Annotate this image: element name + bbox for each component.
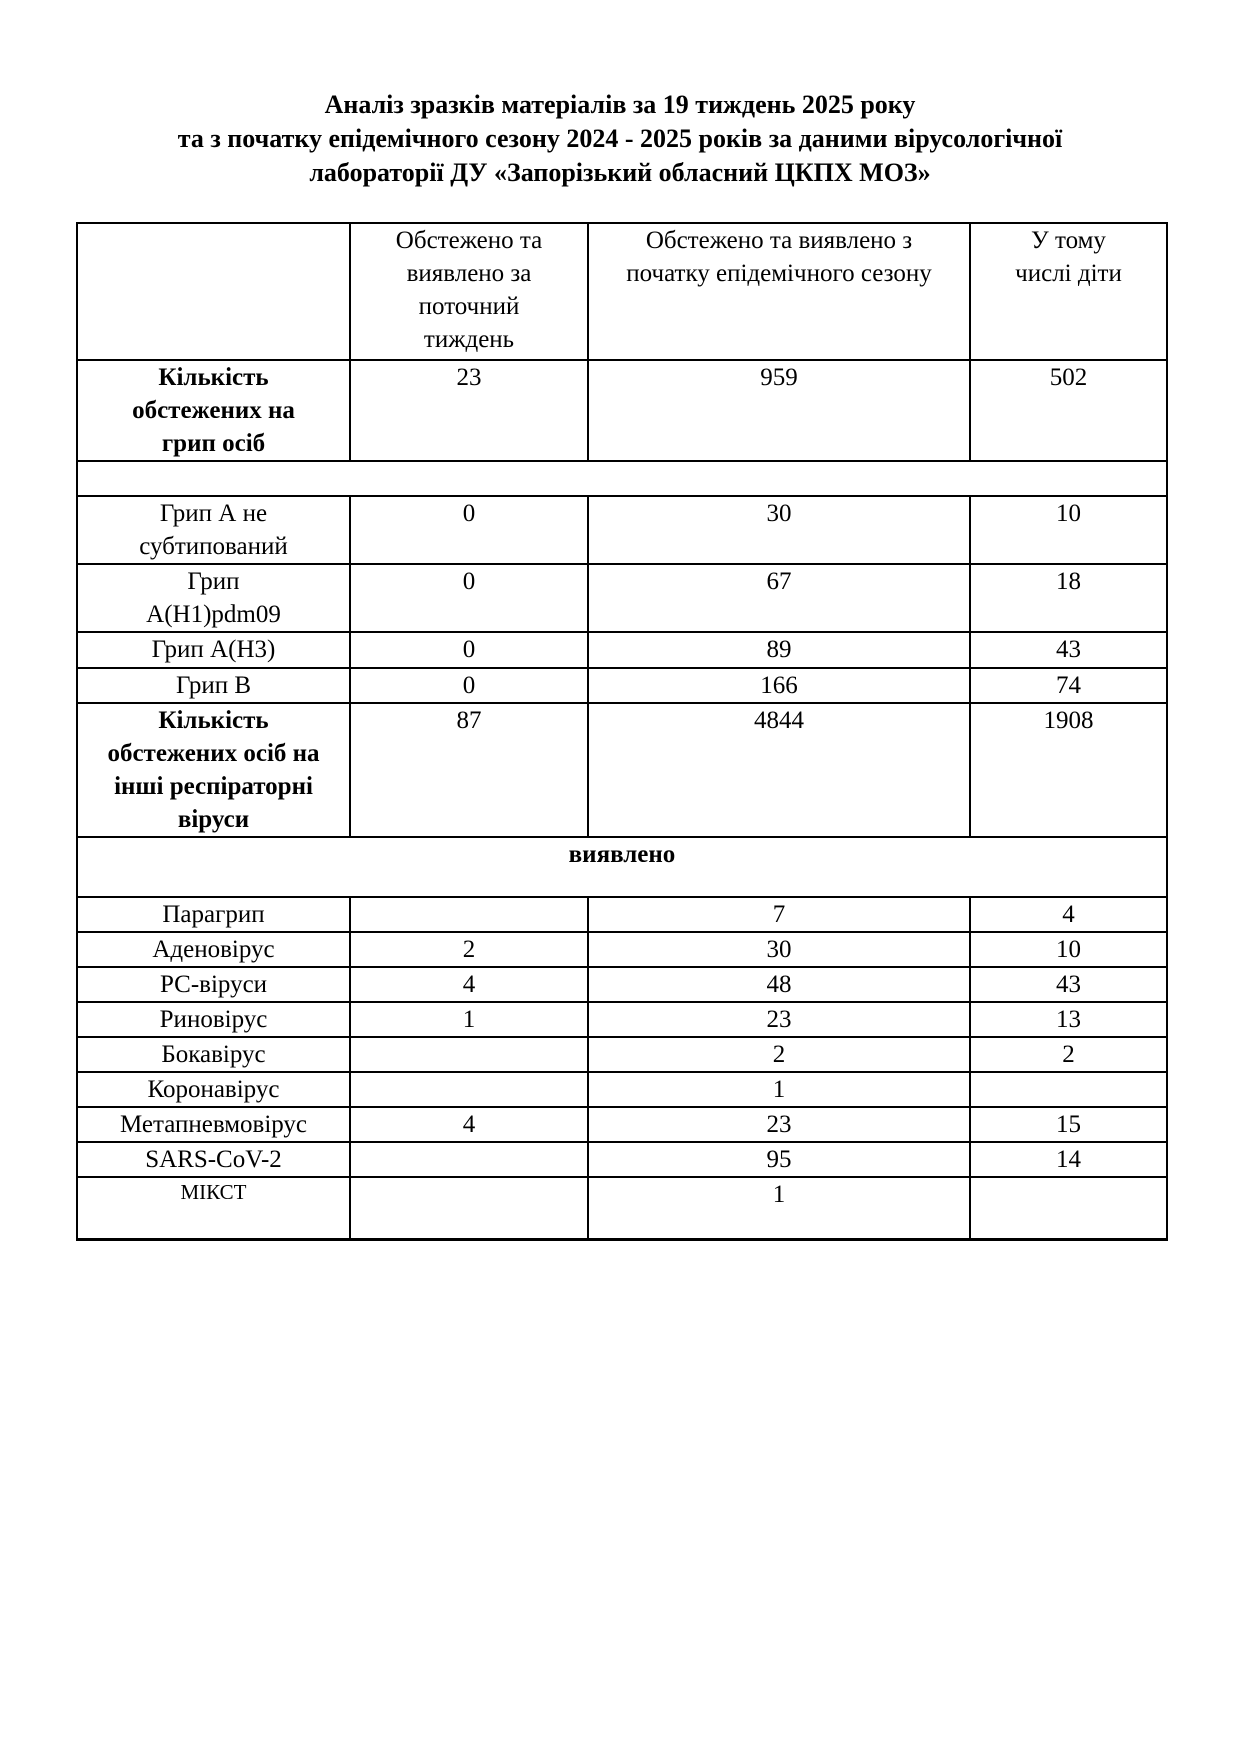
season-value: 30 [588, 496, 970, 564]
season-value: 959 [588, 360, 970, 461]
children-value: 502 [970, 360, 1167, 461]
row-label: Грип А(Н3) [77, 632, 350, 668]
row-label: Грип А(Н1)pdm09 [77, 564, 350, 632]
week-value: 4 [350, 1107, 588, 1142]
row-label: Риновірус [77, 1002, 350, 1037]
children-value: 18 [970, 564, 1167, 632]
season-value: 23 [588, 1107, 970, 1142]
header-season: Обстежено та виявлено з початку епідемічного сезону [588, 223, 970, 360]
season-value: 23 [588, 1002, 970, 1037]
children-value: 13 [970, 1002, 1167, 1037]
season-value: 4844 [588, 703, 970, 837]
week-value [350, 1072, 588, 1107]
season-value: 67 [588, 564, 970, 632]
header-empty-cell [77, 223, 350, 360]
row-label: Грип В [77, 668, 350, 703]
table-row [77, 932, 1167, 967]
row-label: Метапневмовірус [77, 1107, 350, 1142]
row-label: Аденовірус [77, 932, 350, 967]
section-row [77, 837, 1167, 897]
children-value [970, 1072, 1167, 1107]
row-label: Парагрип [77, 897, 350, 932]
season-value: 1 [588, 1072, 970, 1107]
document-title [0, 88, 1240, 190]
title-line-1: Аналіз зразків матеріалів за 19 тиждень 2025 року [324, 90, 916, 119]
table-row [77, 564, 1167, 632]
season-value: 166 [588, 668, 970, 703]
season-value: 2 [588, 1037, 970, 1072]
week-value: 0 [350, 564, 588, 632]
virology-report-table [76, 222, 1168, 1241]
section-label-detected: виявлено [77, 837, 1167, 897]
row-label: Бокавірус [77, 1037, 350, 1072]
children-value: 74 [970, 668, 1167, 703]
children-value: 4 [970, 897, 1167, 932]
row-label: SARS-CoV-2 [77, 1142, 350, 1177]
week-value [350, 1142, 588, 1177]
season-value: 30 [588, 932, 970, 967]
table-row [77, 1107, 1167, 1142]
week-value: 23 [350, 360, 588, 461]
table-row [77, 1142, 1167, 1177]
table-row [77, 1177, 1167, 1239]
children-value [970, 1177, 1167, 1239]
resp-total-row [77, 703, 1167, 837]
table-row [77, 1072, 1167, 1107]
title-line-3: лабораторії ДУ «Запорізький обласний ЦКПХ МОЗ» [309, 158, 931, 187]
week-value: 0 [350, 668, 588, 703]
row-label: Грип А не субтипований [77, 496, 350, 564]
row-label: РС-віруси [77, 967, 350, 1002]
table-row [77, 668, 1167, 703]
week-value: 2 [350, 932, 588, 967]
season-value: 48 [588, 967, 970, 1002]
table-row [77, 897, 1167, 932]
week-value [350, 1177, 588, 1239]
children-value: 10 [970, 496, 1167, 564]
children-value: 2 [970, 1037, 1167, 1072]
row-label: Кількість обстежених осіб на інші респіраторні віруси [77, 703, 350, 837]
row-label: Кількість обстежених на грип осіб [77, 360, 350, 461]
table-row [77, 632, 1167, 668]
week-value: 0 [350, 632, 588, 668]
spacer-cell [77, 461, 1167, 496]
season-value: 89 [588, 632, 970, 668]
week-value [350, 1037, 588, 1072]
table-row [77, 496, 1167, 564]
flu-total-row [77, 360, 1167, 461]
table-row [77, 1037, 1167, 1072]
row-label: Коронавірус [77, 1072, 350, 1107]
table-row [77, 1002, 1167, 1037]
season-value: 1 [588, 1177, 970, 1239]
title-line-2: та з початку епідемічного сезону 2024 - 2025 років за даними вірусологічної [177, 124, 1063, 153]
children-value: 1908 [970, 703, 1167, 837]
spacer-row [77, 461, 1167, 496]
week-value [350, 897, 588, 932]
header-children: У тому числі діти [970, 223, 1167, 360]
children-value: 15 [970, 1107, 1167, 1142]
week-value: 4 [350, 967, 588, 1002]
season-value: 7 [588, 897, 970, 932]
season-value: 95 [588, 1142, 970, 1177]
children-value: 10 [970, 932, 1167, 967]
row-label: МІКСТ [77, 1177, 350, 1239]
week-value: 87 [350, 703, 588, 837]
week-value: 1 [350, 1002, 588, 1037]
header-current-week: Обстежено та виявлено за поточний тиждень [350, 223, 588, 360]
children-value: 43 [970, 632, 1167, 668]
children-value: 43 [970, 967, 1167, 1002]
children-value: 14 [970, 1142, 1167, 1177]
header-row [77, 223, 1167, 360]
table-row [77, 967, 1167, 1002]
week-value: 0 [350, 496, 588, 564]
